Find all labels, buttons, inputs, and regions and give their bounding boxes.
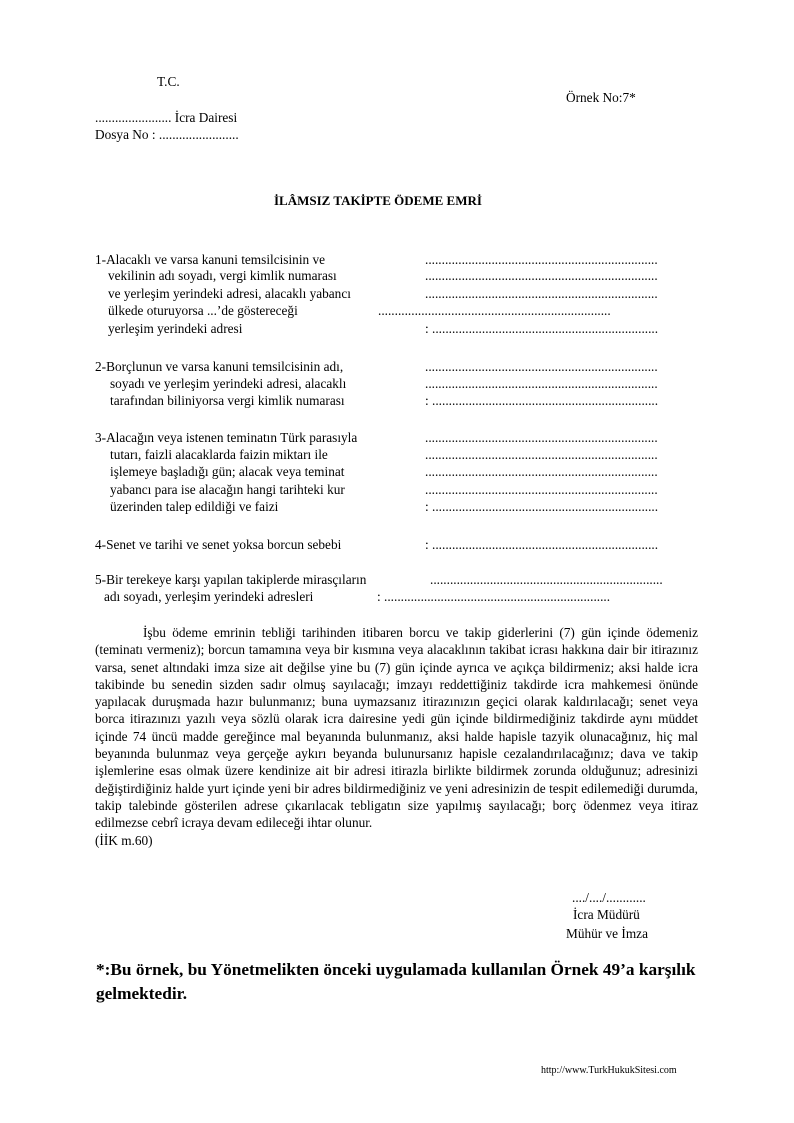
item-3-fill-3: ...................................................................... <box>425 464 658 479</box>
tc-label: T.C. <box>157 74 180 89</box>
item-3-fill-1: ...................................................................... <box>425 430 658 445</box>
item-3-line-4: yabancı para ise alacağın hangi tarihteki kur <box>110 482 345 497</box>
law-reference: (İİK m.60) <box>95 832 153 848</box>
item-1-line-1: 1-Alacaklı ve varsa kanuni temsilcisinin ve <box>95 252 326 267</box>
item-1-fill-3: ...................................................................... <box>425 286 658 301</box>
item-3-fill-5: : .................................................................... <box>425 499 659 514</box>
item-1-fill-5: : .................................................................... <box>425 321 659 336</box>
item-2-fill-2: ...................................................................... <box>425 376 658 391</box>
item-1-line-4: ülkede oturuyorsa ...’de göstereceği <box>108 303 298 318</box>
item-2-line-2: soyadı ve yerleşim yerindeki adresi, alacaklı <box>110 376 347 391</box>
source-url: http://www.TurkHukukSitesi.com <box>541 1065 677 1076</box>
item-2-line-3: tarafından biliniyorsa vergi kimlik numarası <box>110 393 345 408</box>
item-1-fill-2: ...................................................................... <box>425 268 658 283</box>
item-3-line-3: işlemeye başladığı gün; alacak veya teminat <box>110 464 345 479</box>
item-1-line-3: ve yerleşim yerindeki adresi, alacaklı yabancı <box>108 286 351 301</box>
item-3-fill-2: ...................................................................... <box>425 447 658 462</box>
ornek-no: Örnek No:7* <box>566 90 636 105</box>
item-5-fill-2: : .................................................................... <box>377 589 611 604</box>
body-text: İşbu ödeme emrinin tebliği tarihinden itibaren borcu ve takip giderlerini (7) gün içinde ödemeniz (teminatı vermeniz); borcun tamamına veya bir kısmına veya alacaklının takibat icrası hakkına dair bir itirazınız varsa, senet altındaki imza size ait değilse yine bu (7) gün içinde ayrıca ve açıkça bildirmeniz; aksi halde icra takibinde bu senedin sizden sadır olmuş sayılacağı; imzayı reddettiğiniz takdirde icra mahkemesi önünde yapılacak duruşmada hazır bulunmanız; buna uymazsanız itirazınızın geçici olarak kaldırılacağı; senet veya borca itirazınızı yazılı veya sözlü olarak icra dairesine yedi gün içinde bildirmediğiniz takdirde aynı müddet içinde 74 üncü madde gereğince mal beyanında bulunmanız, aksi halde hapisle tazyik olunacağınız, hiç mal beyanında bulunmaz veya gerçeğe aykırı beyanda bulunursanız hapisle cezalandırılacağınız; dava ve takip işlemlerine esas olmak üzere kendinize ait bir adresi itirazla birlikte bildirmek zorunda olduğunuz; adresinizi değiştirdiğiniz halde yurt içinde yeni bir adres bildirmediğiniz ve yeni adresinizin de tespit edilemediği durumda, takip talebinde gösterilen adrese çıkarılacak tebligatın size yapılmış sayılacağı; borç ödenmez veya itiraz edilmezse cebrî icraya devam edileceği ihtar olunur. <box>95 625 698 831</box>
item-2-fill-3: : .................................................................... <box>425 393 659 408</box>
item-3-line-5: üzerinden talep edildiği ve faizi <box>110 499 279 514</box>
item-4-fill-1: : .................................................................... <box>425 537 659 552</box>
item-3-line-2: tutarı, faizli alacaklarda faizin miktarı ile <box>110 447 328 462</box>
item-4-line-1: 4-Senet ve tarihi ve senet yoksa borcun sebebi <box>95 537 342 552</box>
dosya-no-line: Dosya No : ........................ <box>95 127 239 142</box>
footnote: *:Bu örnek, bu Yönetmelikten önceki uygulamada kullanılan Örnek 49’a karşılık gelmektedir. <box>96 960 696 1003</box>
signature-title: İcra Müdürü <box>573 907 640 922</box>
icra-dairesi-line: ....................... İcra Dairesi <box>95 110 238 125</box>
signature-stamp: Mühür ve İmza <box>566 926 648 941</box>
item-5-line-2: adı soyadı, yerleşim yerindeki adresleri <box>104 589 314 604</box>
body-paragraph <box>95 624 698 849</box>
signature-date: ..../..../............ <box>572 890 646 905</box>
document-title: İLÂMSIZ TAKİPTE ÖDEME EMRİ <box>274 193 482 208</box>
item-1-line-5: yerleşim yerindeki adresi <box>108 321 243 336</box>
item-2-line-1: 2-Borçlunun ve varsa kanuni temsilcisinin adı, <box>95 359 344 374</box>
item-1-line-2: vekilinin adı soyadı, vergi kimlik numarası <box>108 268 337 283</box>
item-3-line-1: 3-Alacağın veya istenen teminatın Türk parasıyla <box>95 430 358 445</box>
item-1-fill-1: ...................................................................... <box>425 252 658 267</box>
item-3-fill-4: ...................................................................... <box>425 482 658 497</box>
item-2-fill-1: ...................................................................... <box>425 359 658 374</box>
item-5-fill-1: ...................................................................... <box>430 572 663 587</box>
item-1-fill-4: ...................................................................... <box>378 303 611 318</box>
item-5-line-1: 5-Bir terekeye karşı yapılan takiplerde mirasçıların <box>95 572 367 587</box>
